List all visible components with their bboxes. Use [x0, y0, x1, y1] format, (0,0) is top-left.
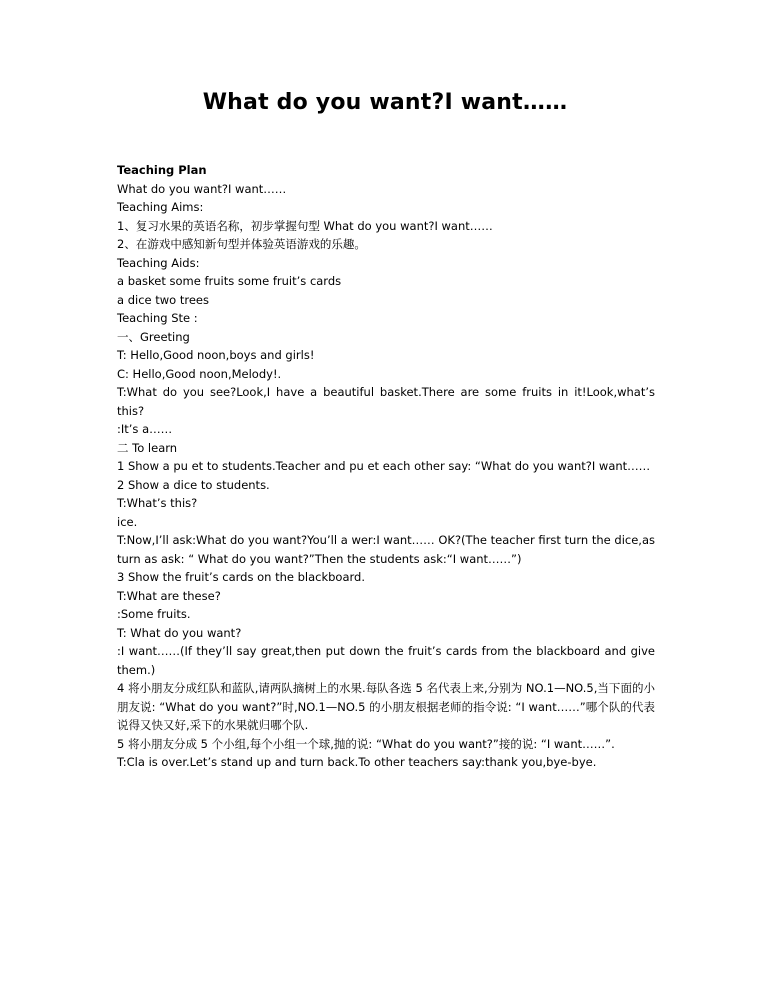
activity-paragraph-chinese: 4 将小朋友分成红队和蓝队,请两队摘树上的水果.每队各选 5 名代表上来,分别为 NO.1—NO.5,当下面的小朋友说: “What do you want?”时,NO.1—NO.5 的小朋友根据老师的指令说: “I want……”哪个队的代表说得又快又好,采下的水果就归哪个队. — [117, 681, 655, 732]
body-text-line: a basket some fruits some fruit’s cards — [117, 274, 342, 288]
document-title: What do you want?I want…… — [202, 90, 568, 115]
section-heading-teaching-aids: Teaching Aids: — [117, 255, 200, 270]
body-text-line: 1、复习水果的英语名称，初步掌握句型 What do you want?I want…… — [117, 218, 493, 233]
dialogue-paragraph: :I want……(If they’ll say great,then put down the fruit’s cards from the blackboard and give them.) — [117, 644, 655, 677]
dialogue-line: :Some fruits. — [117, 607, 191, 621]
section-heading-teaching-steps: Teaching Ste : — [117, 311, 198, 325]
body-text-line: 2、在游戏中感知新句型并体验英语游戏的乐趣。 — [117, 237, 366, 251]
body-text-line: a dice two trees — [117, 292, 209, 307]
step-heading-greeting: 一、Greeting — [117, 329, 190, 344]
dialogue-paragraph: T:Now,I’ll ask:What do you want?You’ll a wer:I want…… OK?(The teacher first turn the dice,as turn as ask: “ What do you want?”Then the students ask:“I want……”) — [117, 533, 655, 566]
dialogue-line: ice. — [117, 514, 138, 529]
closing-line: T:Cla is over.Let’s stand up and turn back.To other teachers say:thank you,bye-bye. — [117, 755, 597, 769]
document-body — [117, 161, 655, 772]
activity-paragraph: 1 Show a pu et to students.Teacher and pu et each other say: “What do you want?I want…… — [117, 459, 651, 473]
dialogue-line: T:What’s this? — [117, 496, 198, 510]
body-text-line: What do you want?I want…… — [117, 181, 287, 196]
activity-line-chinese: 5 将小朋友分成 5 个小组,每个小组一个球,抛的说: “What do you want?”接的说: “I want……”. — [117, 736, 615, 751]
section-heading-teaching-aims: Teaching Aims: — [117, 200, 204, 214]
dialogue-line: T: What do you want? — [117, 625, 242, 640]
activity-line: 3 Show the fruit’s cards on the blackboard. — [117, 570, 365, 584]
dialogue-line: T:What are these? — [117, 588, 221, 603]
dialogue-line: T: Hello,Good noon,boys and girls! — [117, 348, 315, 362]
dialogue-line: :It’s a…… — [117, 422, 173, 436]
dialogue-line: C: Hello,Good noon,Melody!. — [117, 366, 282, 381]
dialogue-paragraph: T:What do you see?Look,I have a beautiful basket.There are some fruits in it!Look,what’s this? — [117, 385, 655, 418]
section-heading-teaching-plan: Teaching Plan — [117, 163, 207, 177]
step-heading-to-learn: 二 To learn — [117, 440, 178, 455]
activity-line: 2 Show a dice to students. — [117, 477, 270, 492]
